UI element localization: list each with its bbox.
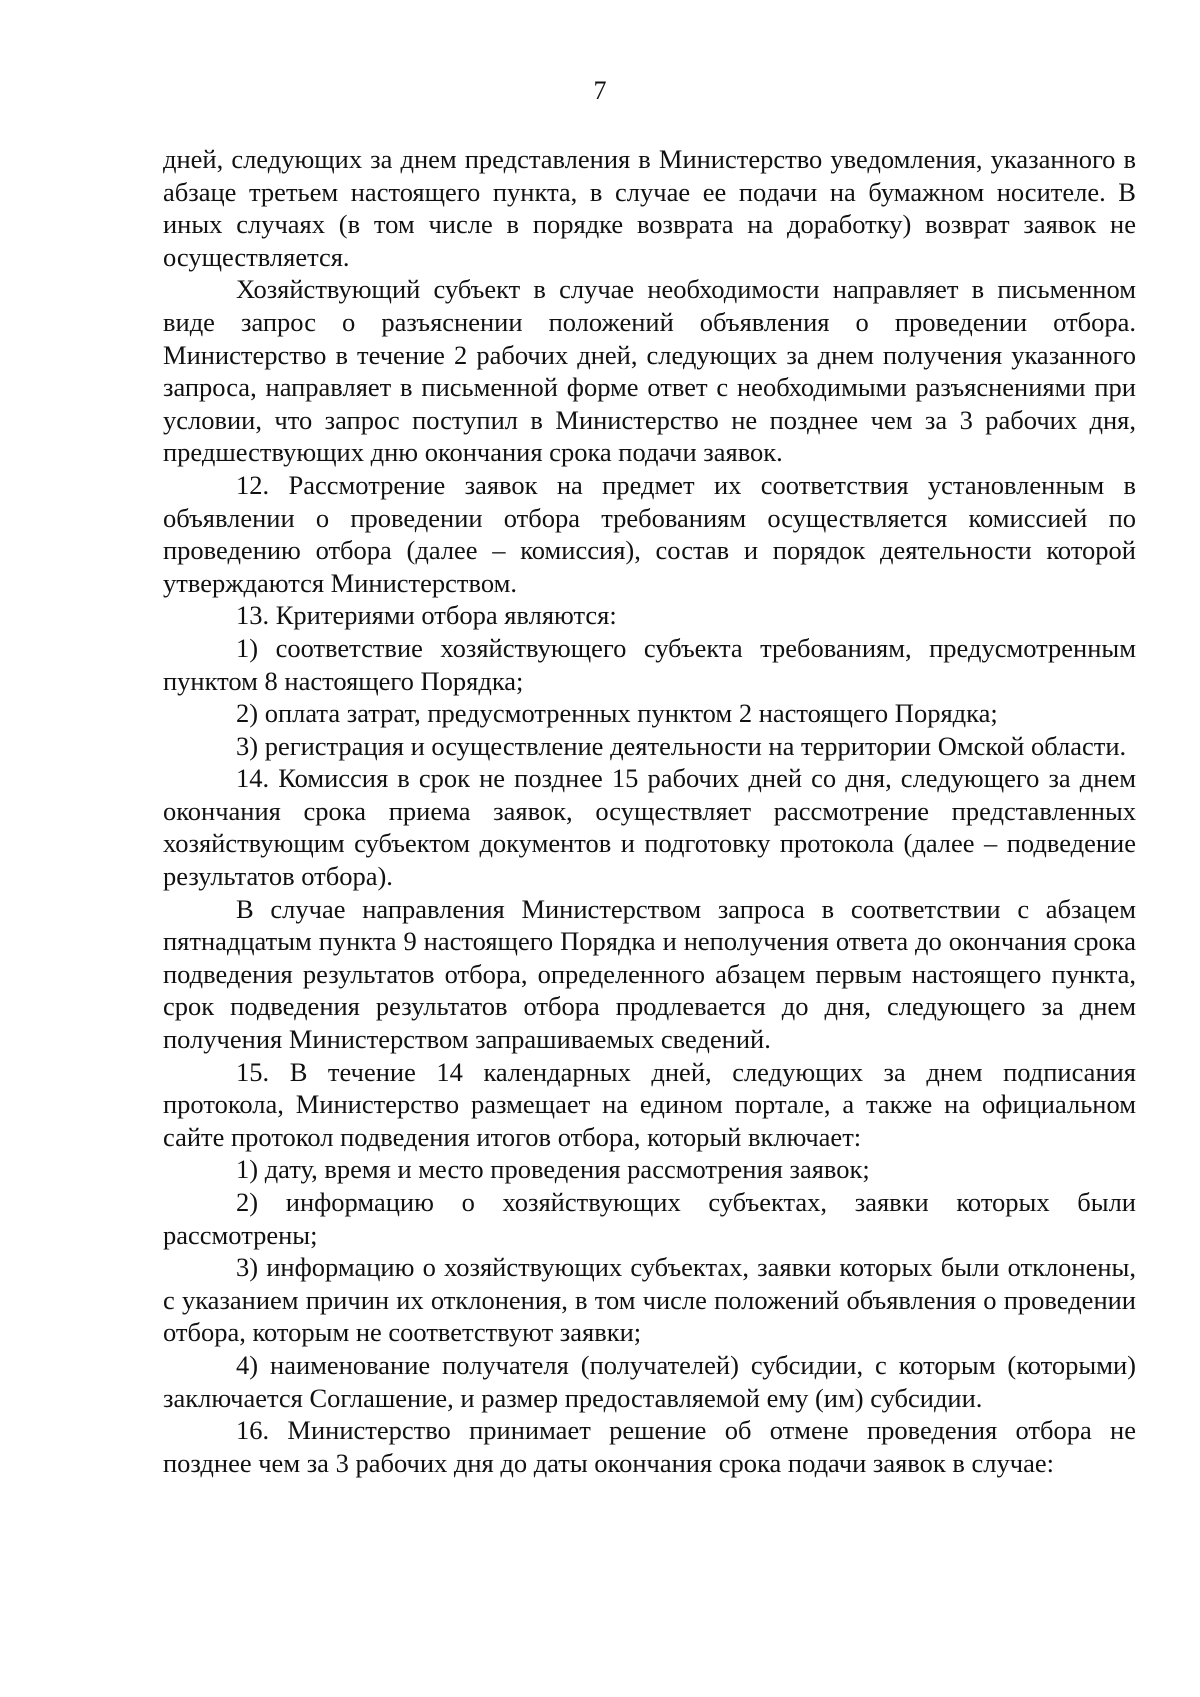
paragraph-item-12: 12. Рассмотрение заявок на предмет их соответствия установленным в объявлении о проведении отбора требованиям осуществляется комиссией по проведению отбора (далее – комиссия), состав и порядок деятельности которой утверждаются Министерством. bbox=[163, 469, 1136, 598]
paragraph-item-14-extension: В случае направления Министерством запроса в соответствии с абзацем пятнадцатым пункта 9 настоящего Порядка и неполучения ответа до окончания срока подведения результатов отбора, определенного абзацем первым настоящего пункта, срок подведения результатов отбора продлевается до дня, следующего за днем получения Министерством запрашиваемых сведений. bbox=[163, 893, 1136, 1055]
paragraph-item-13-1: 1) соответствие хозяйствующего субъекта требованиям, предусмотренным пунктом 8 настоящего Порядка; bbox=[163, 632, 1136, 696]
page-number: 7 bbox=[593, 76, 607, 105]
paragraph-item-15-2: 2) информацию о хозяйствующих субъектах, заявки которых были рассмотрены; bbox=[163, 1187, 1136, 1250]
paragraph-continuation: дней, следующих за днем представления в Министерство уведомления, указанного в абзаце третьем настоящего пункта, в случае ее подачи на бумажном носителе. В иных случаях (в том числе в порядке возврата на доработку) возврат заявок не осуществляется. bbox=[163, 144, 1136, 272]
paragraph-item-13-3: 3) регистрация и осуществление деятельности на территории Омской области. bbox=[236, 730, 1127, 761]
paragraph-item-15-3: 3) информацию о хозяйствующих субъектах, заявки которых были отклонены, с указанием причин их отклонения, в том числе положений объявления о проведении отбора, которым не соответствуют заявки; bbox=[163, 1252, 1136, 1348]
paragraph-item-16: 16. Министерство принимает решение об отмене проведения отбора не позднее чем за 3 рабочих дня до даты окончания срока подачи заявок в случае: bbox=[163, 1415, 1136, 1478]
paragraph-item-14: 14. Комиссия в срок не позднее 15 рабочих дней со дня, следующего за днем окончания срока приема заявок, осуществляет рассмотрение представленных хозяйствующим субъектом документов и подготовку протокола (далее – подведение результатов отбора). bbox=[163, 763, 1136, 892]
paragraph-item-13-2: 2) оплата затрат, предусмотренных пунктом 2 настоящего Порядка; bbox=[236, 698, 998, 729]
paragraph-item-15-1: 1) дату, время и место проведения рассмотрения заявок; bbox=[236, 1154, 870, 1185]
paragraph-clarification-request: Хозяйствующий субъект в случае необходимости направляет в письменном виде запрос о разъяснении положений объявления о проведении отбора. Министерство в течение 2 рабочих дней, следующих за днем получения указанного запроса, направляет в письменной форме ответ с необходимыми разъяснениями при условии, что запрос поступил в Министерство не позднее чем за 3 рабочих дня, предшествующих дню окончания срока подачи заявок. bbox=[163, 274, 1136, 468]
paragraph-item-13: 13. Критериями отбора являются: bbox=[236, 600, 617, 631]
paragraph-item-15: 15. В течение 14 календарных дней, следующих за днем подписания протокола, Министерство размещает на едином портале, а также на официальном сайте протокол подведения итогов отбора, который включает: bbox=[163, 1056, 1136, 1152]
document-body bbox=[163, 143, 1136, 1479]
paragraph-item-15-4: 4) наименование получателя (получателей) субсидии, с которым (которыми) заключается Соглашение, и размер предоставляемой ему (им) субсидии. bbox=[163, 1349, 1136, 1413]
